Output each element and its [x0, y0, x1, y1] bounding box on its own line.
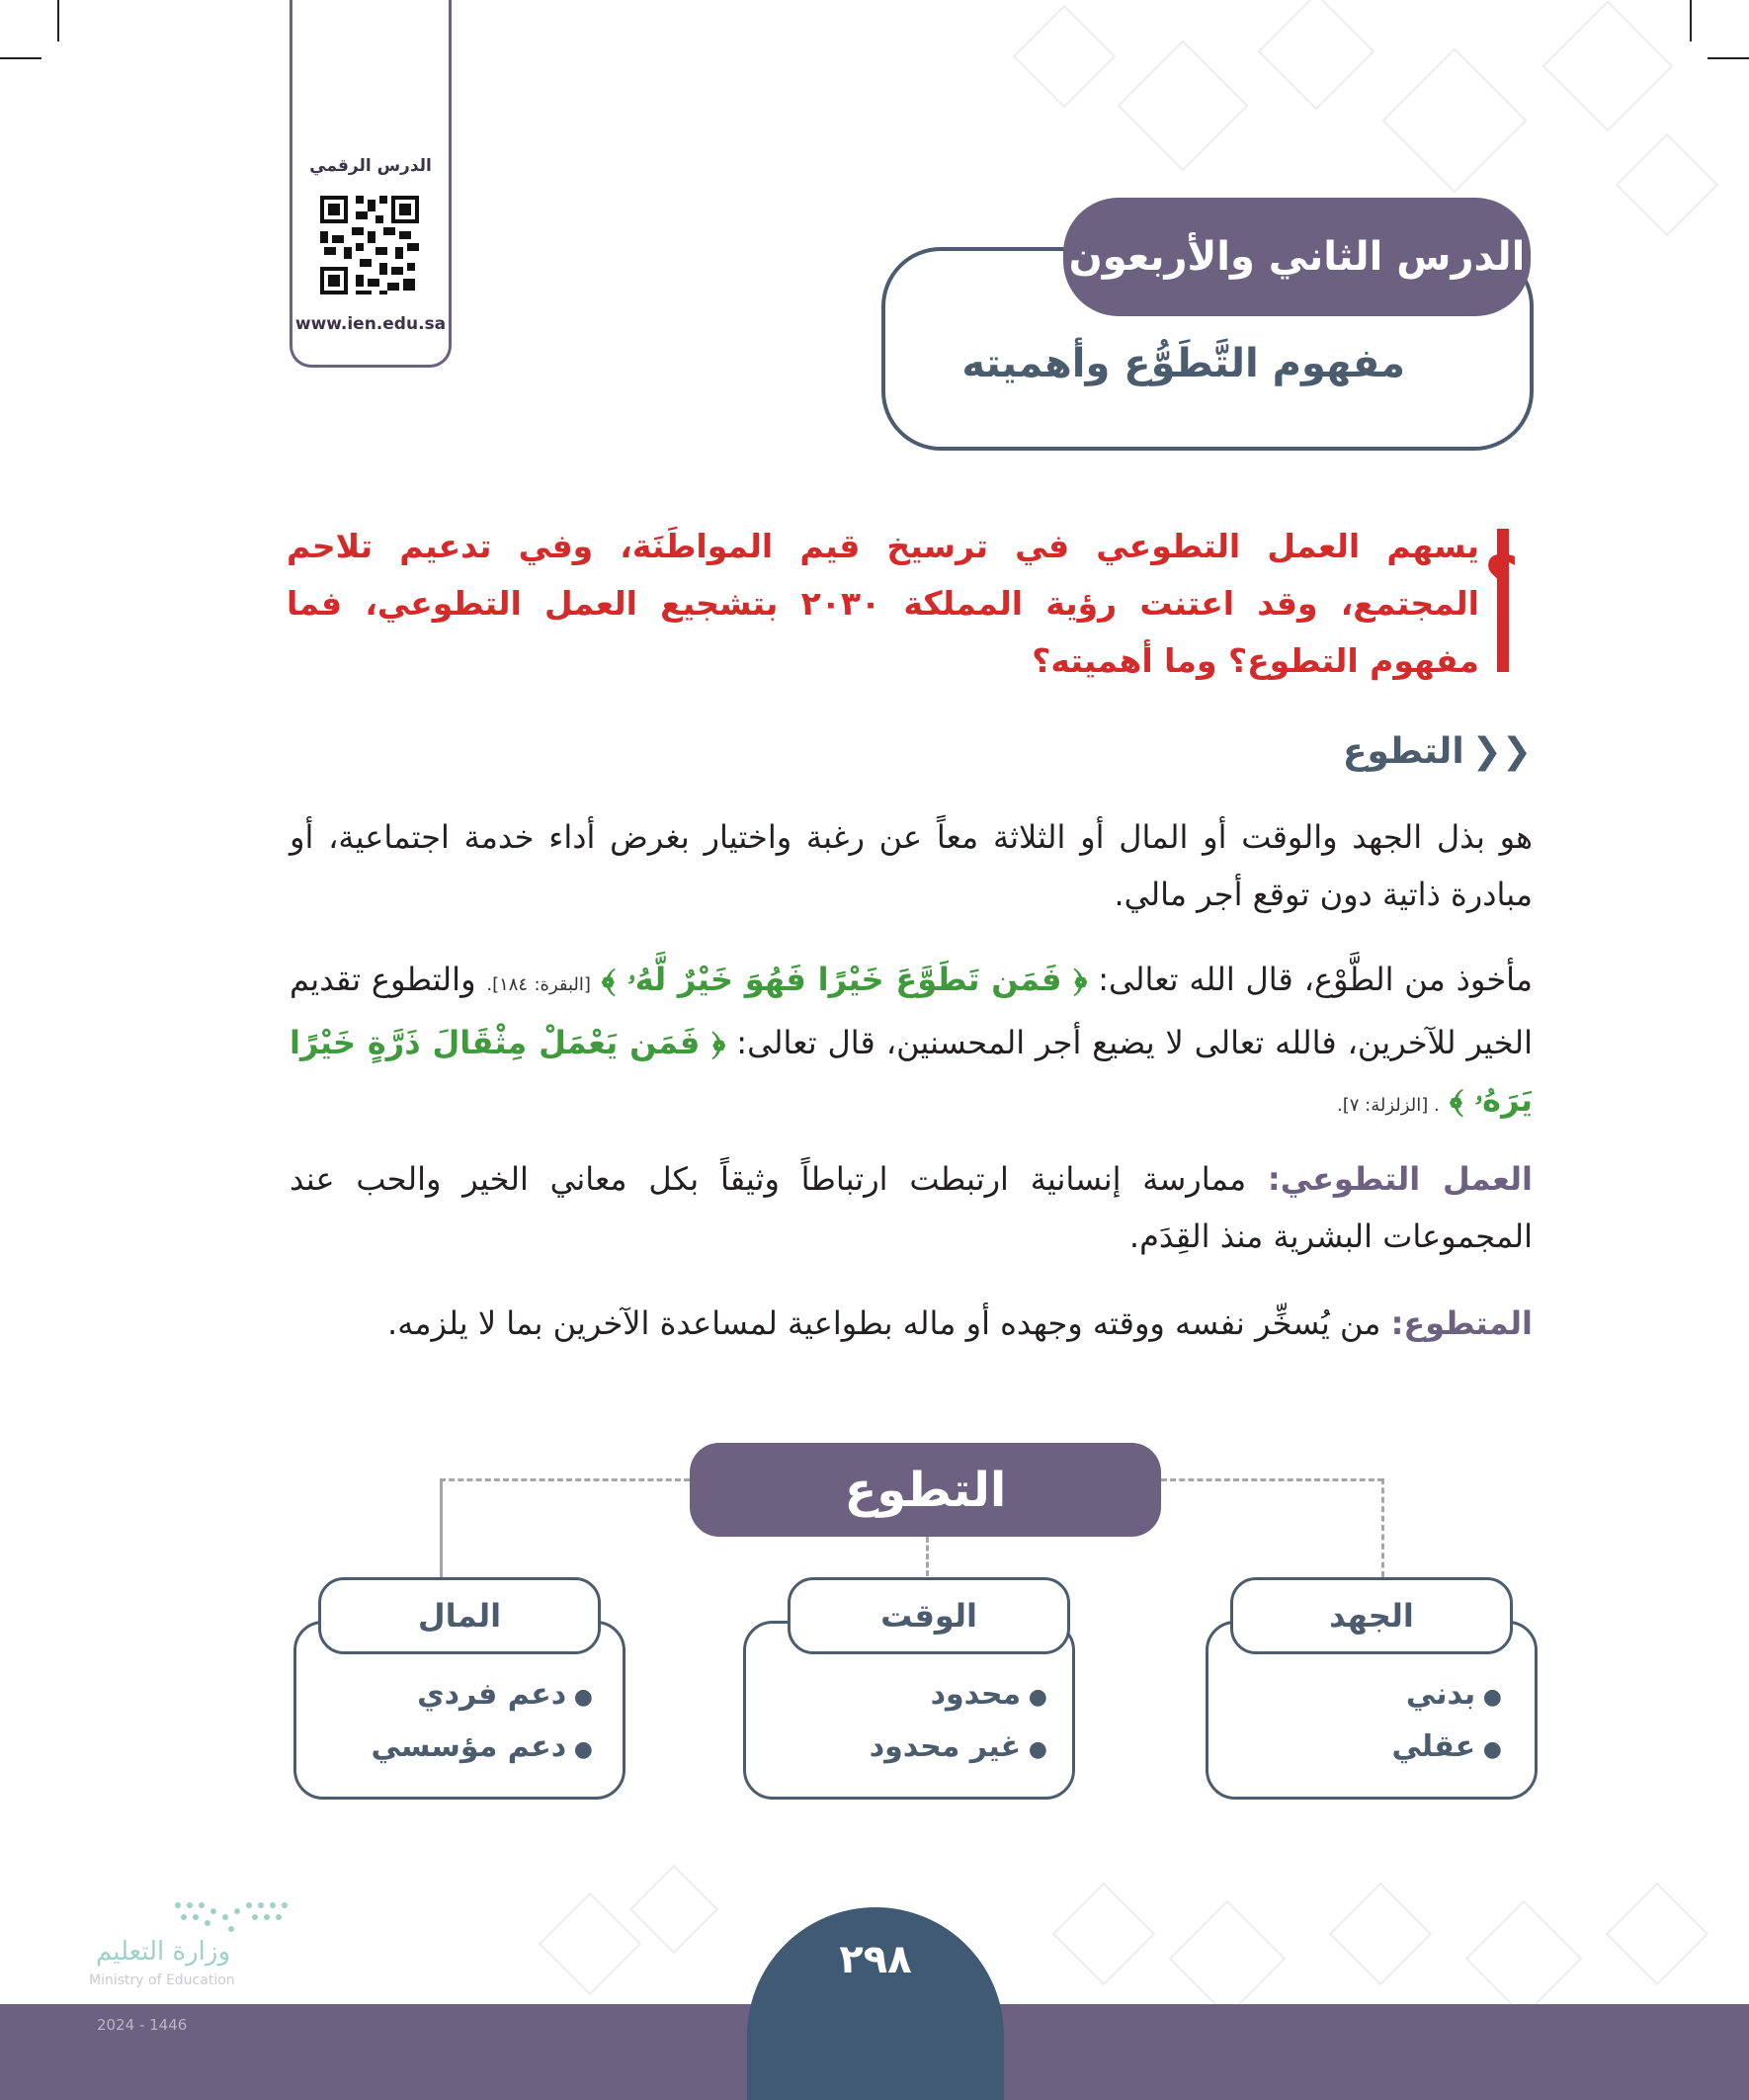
- verse-baqara-ref: [البقرة: ١٨٤].: [486, 974, 591, 995]
- digital-lesson-url[interactable]: www.ien.edu.sa: [294, 314, 447, 334]
- crop-mark: [1707, 57, 1749, 59]
- term-volunteer: [290, 1295, 1533, 1352]
- decor-pattern: [1118, 41, 1249, 172]
- money-list: [326, 1670, 593, 1775]
- list-item: ● بدني: [1245, 1670, 1502, 1722]
- lesson-title: مفهوم التَّطَوُّع وأهميته: [961, 341, 1405, 386]
- ministry-name: وزارة التعليم: [95, 1937, 231, 1967]
- connector-line: [926, 1537, 929, 1576]
- term-volunteer-label: المتطوع:: [1390, 1304, 1533, 1342]
- list-item: ● عقلي: [1245, 1722, 1502, 1775]
- definition-paragraph: هو بذل الجهد والوقت أو المال أو الثلاثة معاً عن رغبة واختيار بغرض أداء خدمة اجتماعية، أو مبادرة ذاتية دون توقع أجر مالي.: [290, 818, 1533, 913]
- decor-pattern: [1329, 1883, 1433, 1986]
- connector-line: [440, 1478, 443, 1577]
- ministry-name-en: Ministry of Education: [89, 1973, 235, 1988]
- decor-pattern: [539, 1892, 642, 1996]
- time-list: [781, 1670, 1047, 1775]
- crop-mark: [0, 57, 42, 59]
- origin-intro: مأخوذ من الطَّوْع، قال الله تعالى:: [1098, 961, 1534, 998]
- double-chevron-icon: ❮❮: [1471, 731, 1532, 772]
- verse-zalzala-ref: . [الزلزلة: ٧].: [1337, 1095, 1440, 1116]
- intro-question: يسهم العمل التطوعي في ترسيخ قيم المواطَنَة، وفي تدعيم تلاحم المجتمع، وقد اعتنت رؤية المملكة ٢٠٣٠ بتشجيع العمل التطوعي، فما مفهوم التطوع؟ وما أهميته؟: [287, 527, 1479, 680]
- decor-pattern: [1616, 133, 1719, 237]
- decor-pattern: [1169, 1900, 1287, 2018]
- effort-title: الجهد: [1230, 1577, 1513, 1654]
- list-item: ● دعم فردي: [326, 1670, 593, 1722]
- money-title: المال: [318, 1577, 601, 1654]
- section-heading-text: التطوع: [1342, 731, 1464, 772]
- decor-pattern: [1052, 1883, 1156, 1986]
- connector-line: [440, 1478, 690, 1481]
- decor-pattern: [1606, 1883, 1709, 1986]
- effort-list: [1245, 1670, 1502, 1775]
- section-heading: [1067, 731, 1532, 772]
- verse-baqara: ﴿ فَمَن تَطَوَّعَ خَيْرًا فَهُوَ خَيْرٌ لَّهُۥ ﴾: [601, 961, 1088, 998]
- page-number: ٢٩٨: [839, 1937, 912, 1982]
- term-voluntary-work: [290, 1150, 1533, 1265]
- question-mark-icon: ؟: [1484, 544, 1519, 613]
- origin-paragraph: [290, 951, 1533, 1134]
- term-voluntary-work-label: العمل التطوعي:: [1267, 1160, 1534, 1198]
- list-item: ● غير محدود: [781, 1722, 1047, 1775]
- decor-pattern: [1542, 1, 1674, 132]
- term-voluntary-work-definition: ممارسة إنسانية ارتبطت ارتباطاً وثيقاً بكل معاني الخير والحب عند المجموعات البشرية منذ القِدَم.: [290, 1160, 1533, 1255]
- decor-pattern: [1465, 1900, 1583, 2018]
- list-item: ● محدود: [781, 1670, 1047, 1722]
- time-title: الوقت: [788, 1577, 1070, 1654]
- diagram-main-node: التطوع: [690, 1443, 1161, 1537]
- decor-pattern: [1381, 47, 1527, 193]
- connector-line: [1161, 1478, 1383, 1481]
- ministry-logo-icon: [168, 1895, 296, 1939]
- connector-line: [1381, 1478, 1384, 1577]
- lesson-number: الدرس الثاني والأربعون: [1063, 198, 1531, 316]
- crop-mark: [1690, 0, 1692, 42]
- term-volunteer-definition: من يُسخِّر نفسه ووقته وجهده أو ماله بطواعية لمساعدة الآخرين بما لا يلزمه.: [387, 1304, 1381, 1342]
- decor-pattern: [1258, 0, 1375, 110]
- verse-zalzala: ﴿ فَمَن يَعْمَلْ مِثْقَالَ ذَرَّةٍ خَيْرًا يَرَهُۥ ﴾: [290, 1024, 1533, 1119]
- decor-pattern: [1013, 5, 1117, 109]
- edition-year: 2024 - 1446: [97, 2016, 188, 2034]
- decor-pattern: [629, 1865, 719, 1955]
- digital-lesson-card[interactable]: [290, 0, 452, 368]
- crop-mark: [57, 0, 59, 42]
- qr-code-icon[interactable]: [316, 192, 423, 298]
- list-item: ● دعم مؤسسي: [326, 1722, 593, 1775]
- origin-continuation: والتطوع تقديم الخير للآخرين، فالله تعالى لا يضيع أجر المحسنين، قال تعالى:: [290, 961, 1534, 1061]
- digital-lesson-label: الدرس الرقمي: [309, 156, 432, 176]
